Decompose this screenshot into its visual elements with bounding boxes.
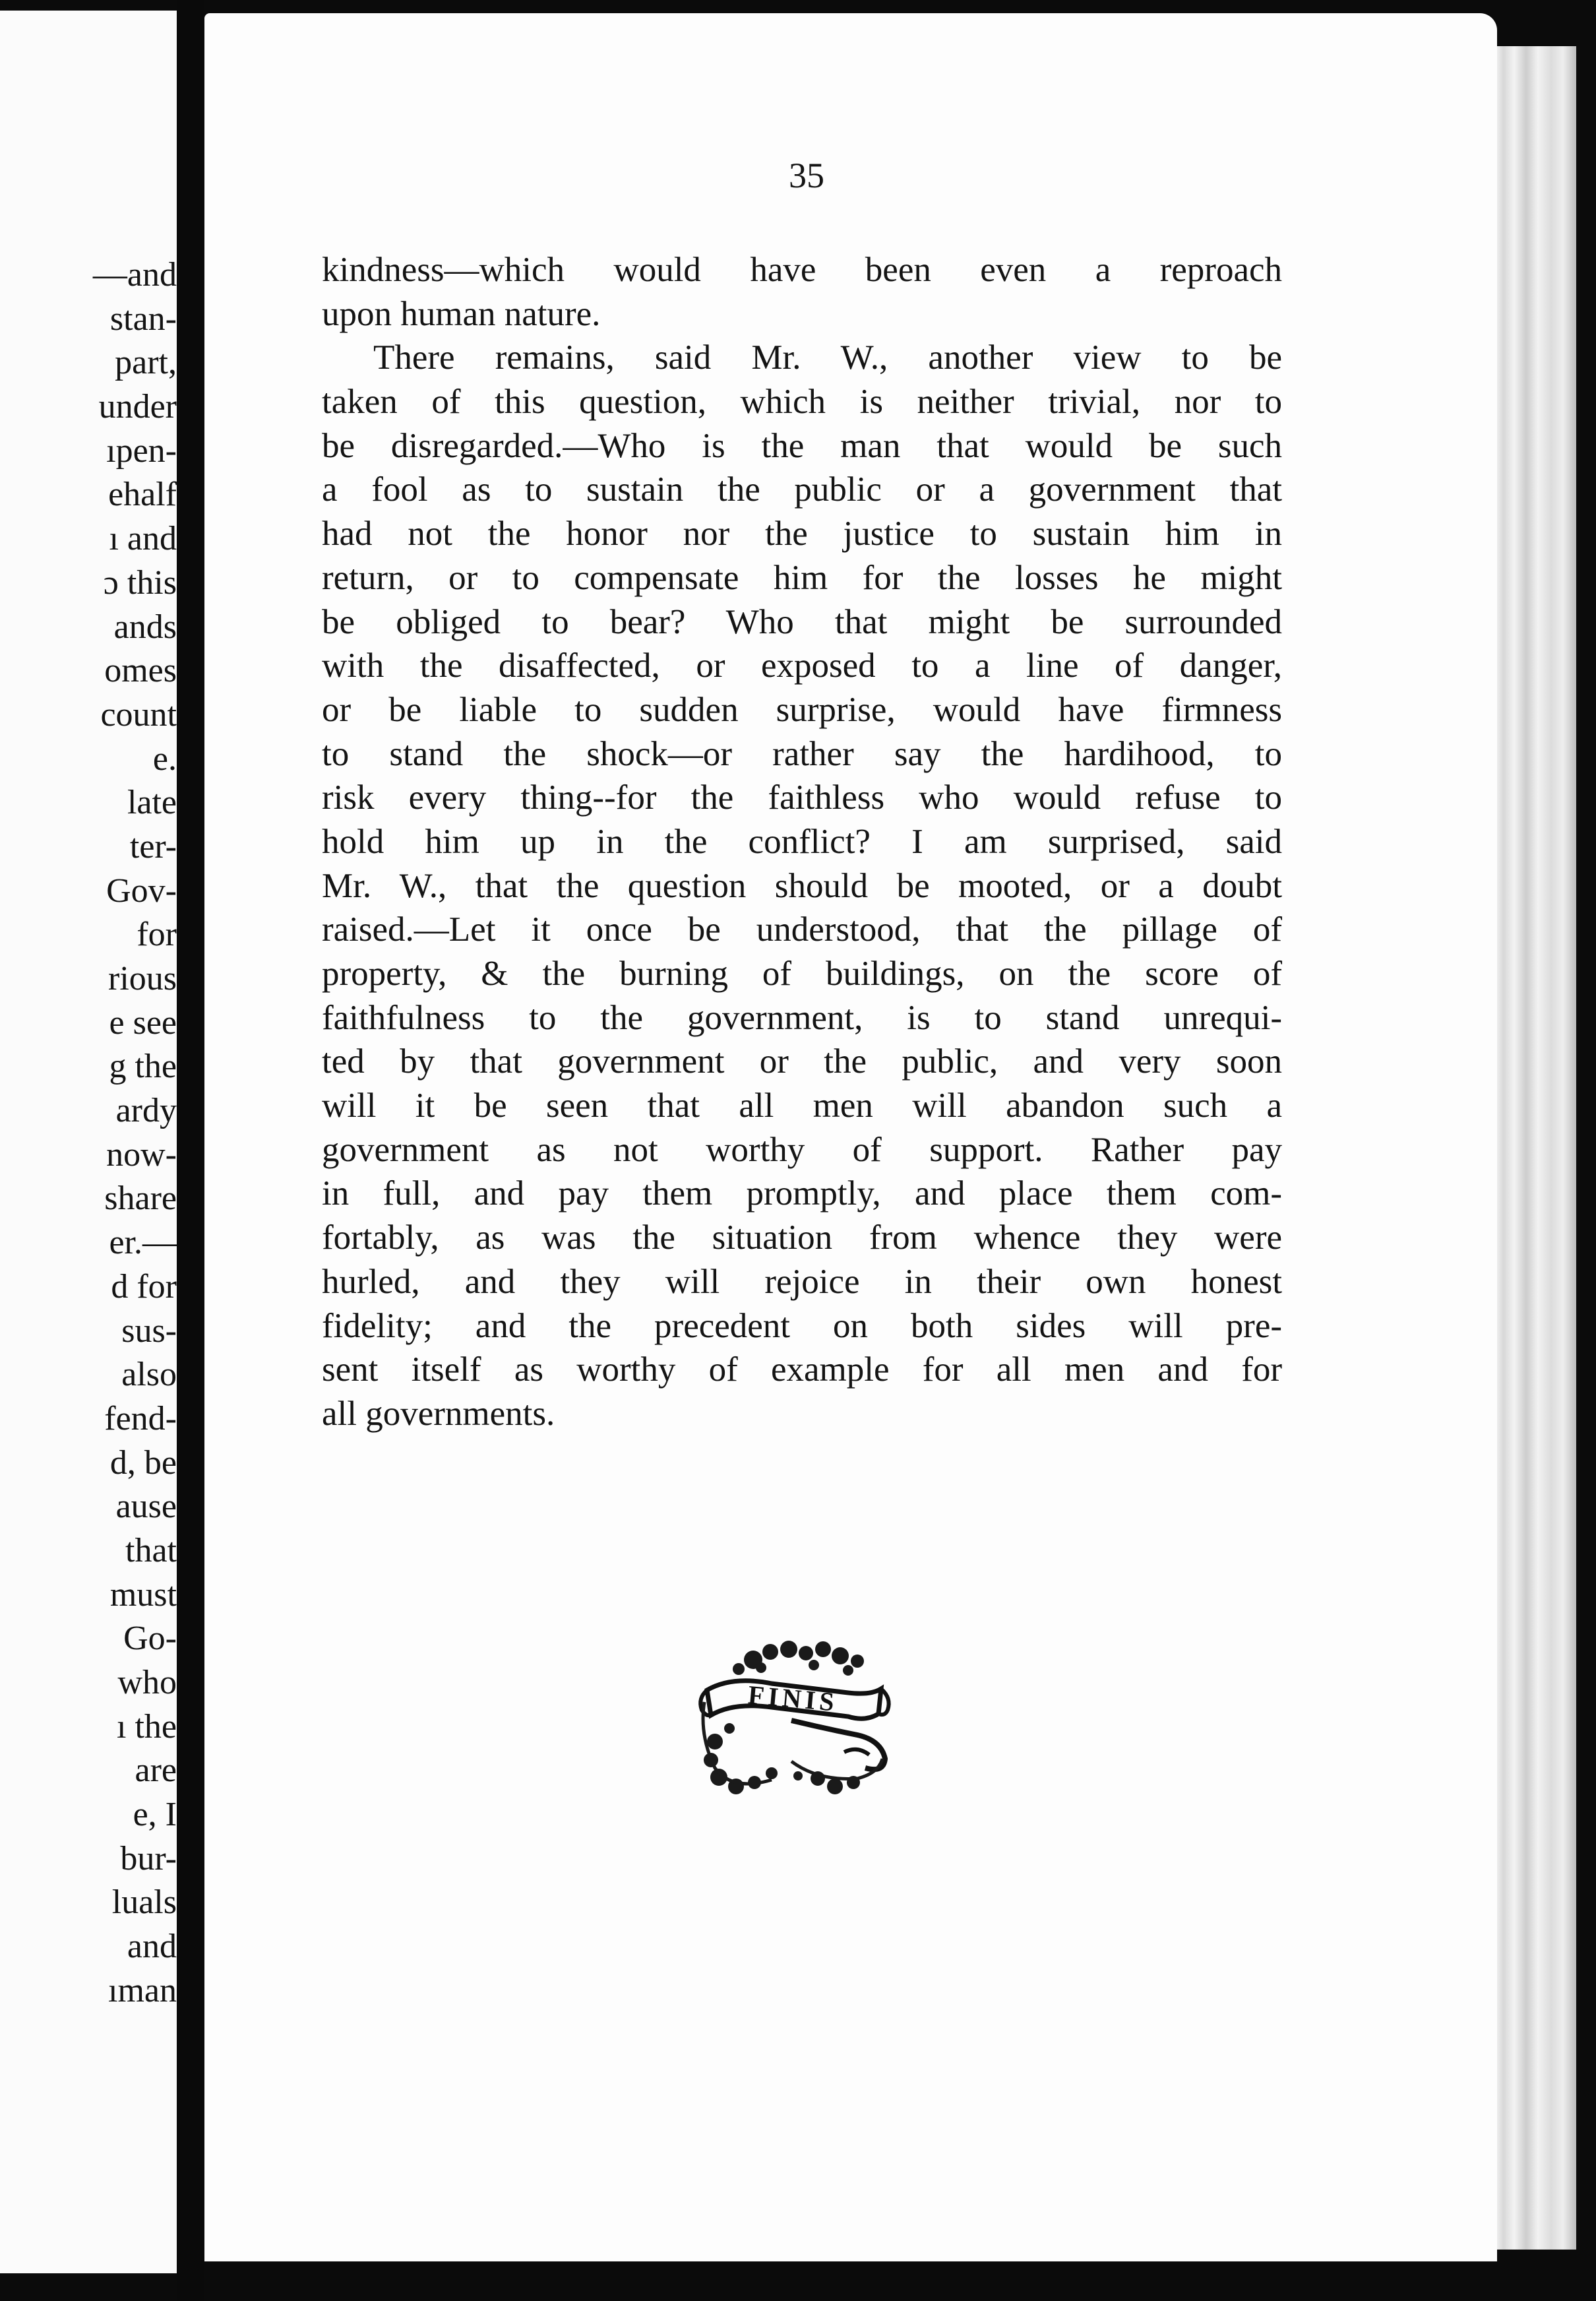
left-page-line: count: [100, 695, 177, 734]
text-line: be disregarded.—Who is the man that would be such: [322, 426, 1282, 465]
left-page-line: ıman: [108, 1971, 177, 2009]
finis-label: FINIS: [747, 1680, 840, 1717]
text-line: Mr. W., that the question should be mooted, or a doubt: [322, 866, 1282, 905]
text-line: had not the honor nor the justice to sustain him in: [322, 515, 1282, 553]
left-page-line: er.—: [109, 1224, 177, 1262]
left-page-line: ı and: [109, 520, 177, 558]
left-page-line: ehalf: [108, 476, 177, 514]
text-line: fortably, as was the situation from whence they were: [322, 1218, 1282, 1257]
text-line: kindness—which would have been even a reproach: [322, 251, 1282, 289]
left-page-fragment: [0, 11, 177, 2273]
text-line: all governments.: [322, 1394, 555, 1433]
left-page-line: who: [117, 1664, 177, 1701]
page-number: 35: [789, 156, 824, 195]
left-page-line: —and: [92, 256, 177, 294]
garland-top-icon: [733, 1641, 864, 1676]
left-page-line: luals: [111, 1883, 177, 1922]
left-page-line: now-: [106, 1135, 177, 1174]
left-page-line: late: [127, 784, 177, 822]
left-page-line: sus-: [121, 1311, 177, 1350]
left-page-line: d, be: [109, 1443, 177, 1482]
left-page-line: e, I: [133, 1796, 177, 1834]
left-page-line: ause: [115, 1488, 177, 1526]
text-line: in full, and pay them promptly, and place them com-: [322, 1174, 1282, 1213]
text-line: ted by that government or the public, and very soon: [322, 1042, 1282, 1081]
left-page-line: ıpen-: [106, 431, 177, 470]
left-page-line: d for: [111, 1267, 177, 1306]
left-page-line: ter-: [129, 827, 177, 866]
left-page-line: ı the: [117, 1707, 177, 1746]
text-line: return, or to compensate him for the losses he might: [322, 558, 1282, 597]
text-line: with the disaffected, or exposed to a line of danger,: [322, 646, 1282, 685]
left-page-line: also: [121, 1356, 177, 1394]
left-page-line: rious: [108, 960, 177, 997]
left-page-line: share: [104, 1180, 177, 1218]
left-page-line: g the: [109, 1048, 177, 1086]
left-page-line: omes: [104, 652, 177, 690]
text-line: upon human nature.: [322, 294, 601, 333]
left-page-line: Go-: [123, 1620, 177, 1658]
left-page-line: are: [135, 1751, 177, 1790]
text-line: faithfulness to the government, is to stand unrequi-: [322, 998, 1282, 1037]
scroll-icon: [791, 1720, 885, 1769]
left-page-line: bur-: [120, 1839, 177, 1877]
left-page-line: stan-: [109, 299, 177, 338]
garland-bottom-icon: [704, 1723, 860, 1794]
text-line: hold him up in the conflict? I am surprised, said: [322, 822, 1282, 861]
left-page-line: must: [109, 1575, 177, 1614]
left-page-line: that: [125, 1531, 177, 1569]
text-line: a fool as to sustain the public or a government that: [322, 470, 1282, 509]
book-gutter: [177, 0, 204, 2301]
left-page-line: e see: [109, 1003, 177, 1042]
left-page-line: for: [137, 916, 177, 954]
text-line: or be liable to sudden surprise, would have firmness: [322, 690, 1282, 729]
text-line: to stand the shock—or rather say the hardihood, to: [322, 734, 1282, 773]
left-page-line: part,: [115, 344, 177, 382]
left-page-line: fend-: [104, 1399, 177, 1437]
text-line: raised.—Let it once be understood, that the pillage of: [322, 910, 1282, 949]
text-line: property, & the burning of buildings, on the score of: [322, 955, 1282, 993]
text-line: be obliged to bear? Who that might be surrounded: [322, 602, 1282, 641]
text-line: risk every thing--for the faithless who would refuse to: [322, 778, 1282, 817]
text-line: will it be seen that all men will abandon such a: [322, 1087, 1282, 1125]
left-page-line: ardy: [115, 1092, 177, 1130]
text-line: fidelity; and the precedent on both sides will pre-: [322, 1306, 1282, 1345]
left-page-line: and: [127, 1928, 177, 1966]
left-page-text: [0, 253, 177, 2013]
finis-ornament: [692, 1629, 897, 1801]
body-text: [322, 248, 1282, 1436]
text-line: hurled, and they will rejoice in their own honest: [322, 1262, 1282, 1301]
left-page-line: Gov-: [106, 871, 177, 910]
left-page-line: under: [98, 388, 177, 426]
text-line: There remains, said Mr. W., another view to be: [373, 338, 1282, 377]
text-line: government as not worthy of support. Rather pay: [322, 1130, 1282, 1169]
left-page-line: ɔ this: [103, 563, 177, 602]
text-line: sent itself as worthy of example for all men and for: [322, 1350, 1282, 1389]
left-page-line: e.: [152, 740, 177, 778]
text-line: taken of this question, which is neither trivial, nor to: [322, 383, 1282, 422]
left-page-line: ands: [113, 608, 177, 646]
